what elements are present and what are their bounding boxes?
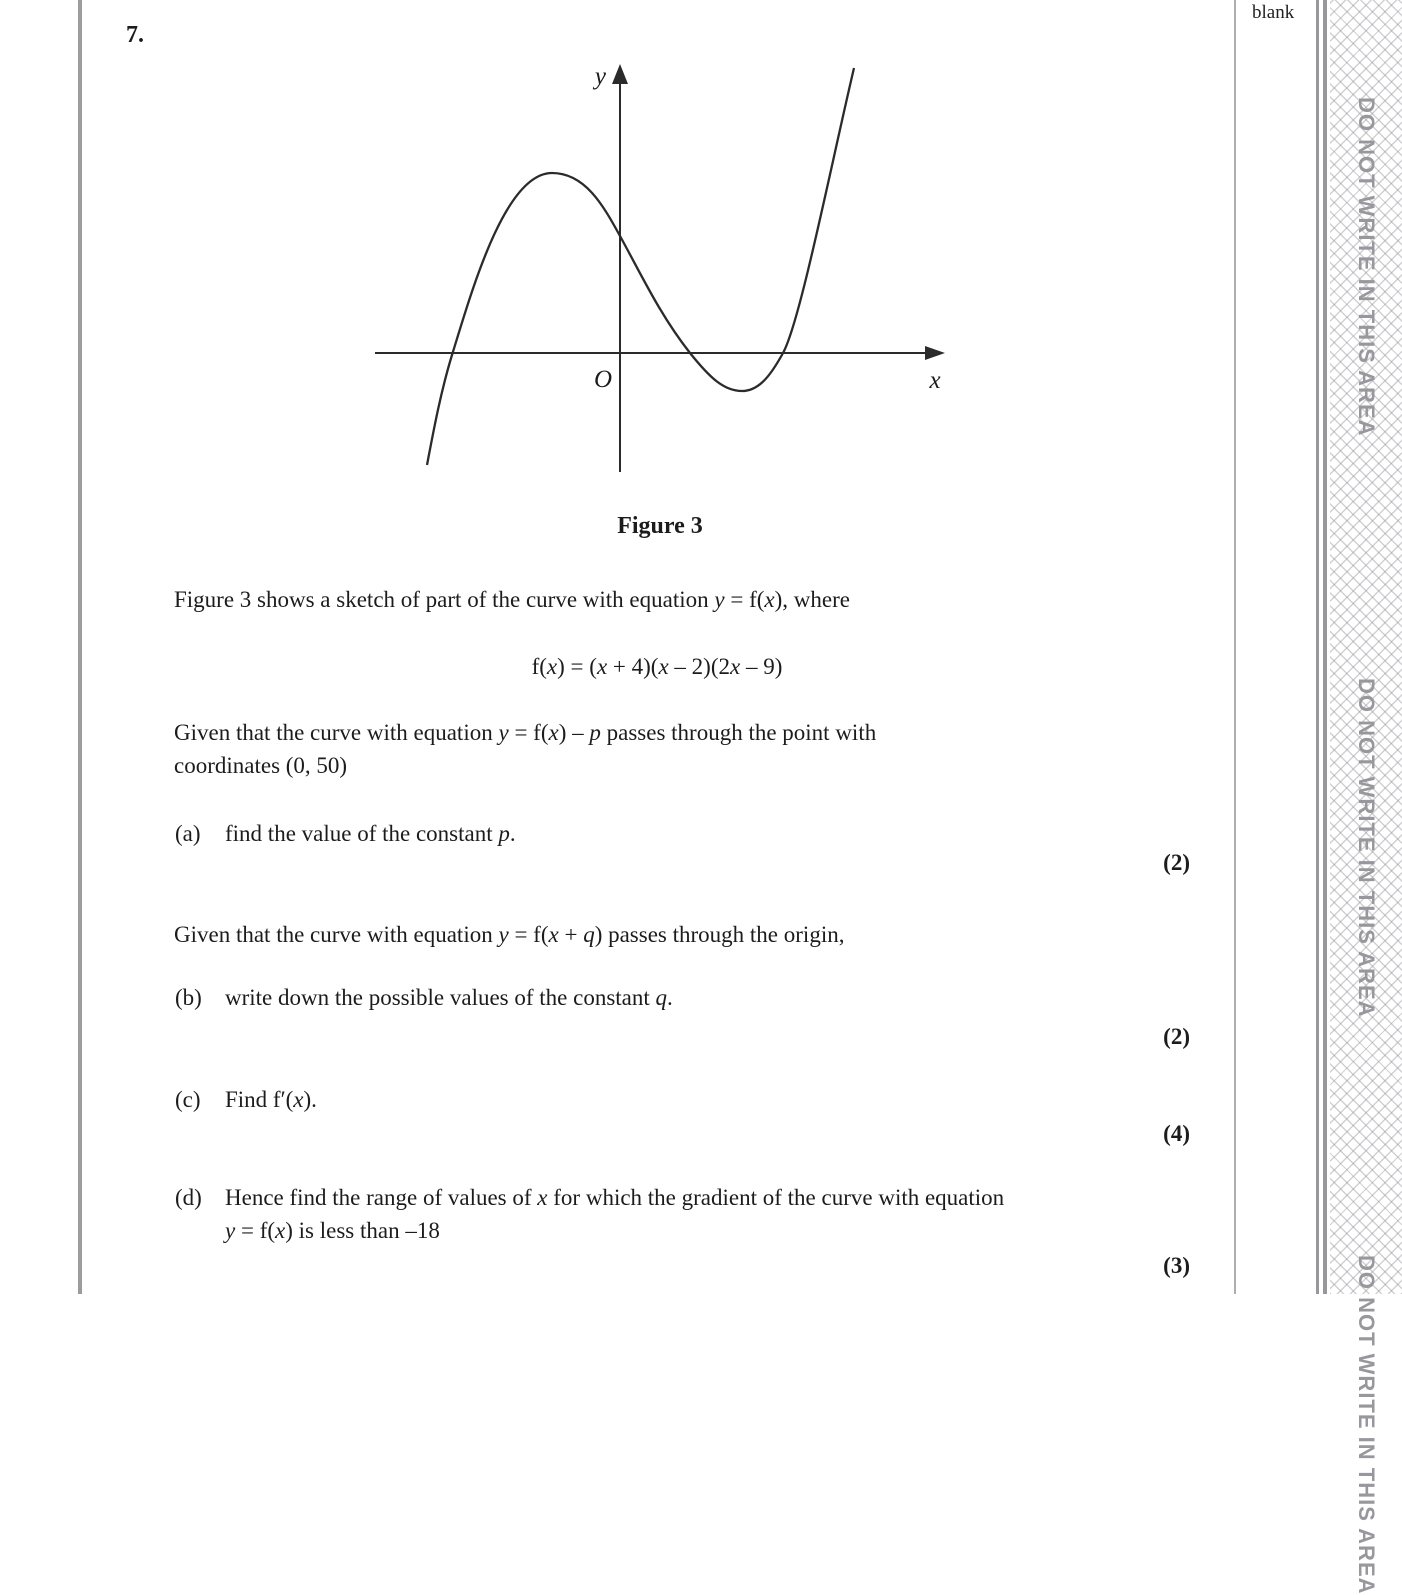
x-axis-label: x <box>929 367 941 394</box>
part-d-line1: Hence find the range of values of x for which the gradient of the curve with equation <box>225 1185 1005 1210</box>
given-p-line2: coordinates (0, 50) <box>174 753 348 778</box>
do-not-write-watermark: DO NOT WRITE IN THIS AREA <box>1354 678 1379 1018</box>
y-axis-label: y <box>594 63 606 90</box>
question-number: 7. <box>126 22 144 48</box>
part-c-row <box>175 1083 1225 1116</box>
part-c-label: (c) <box>175 1087 201 1112</box>
part-b-marks: (2) <box>1163 1024 1190 1049</box>
given-p-line1: Given that the curve with equation y = f(x) – p passes through the point with <box>174 720 877 745</box>
function-equation: f(x) = (x + 4)(x – 2)(2x – 9) <box>531 654 783 679</box>
part-b-row <box>175 981 1225 1014</box>
blank-label: blank <box>1252 2 1295 23</box>
do-not-write-watermark: DO NOT WRITE IN THIS AREA <box>1354 1255 1379 1595</box>
part-a-text: find the value of the constant p. <box>225 821 516 846</box>
part-c-marks: (4) <box>1163 1121 1190 1146</box>
part-a-label: (a) <box>175 821 201 846</box>
figure-caption: Figure 3 <box>617 513 703 539</box>
left-margin-rule <box>78 0 82 1294</box>
right-double-rule <box>1316 0 1327 1294</box>
part-b-label: (b) <box>175 985 202 1010</box>
part-d-line2: y = f(x) is less than –18 <box>225 1218 440 1243</box>
figure-3-graph <box>370 55 950 480</box>
given-p-paragraph <box>174 716 1214 782</box>
part-d-label: (d) <box>175 1185 202 1210</box>
part-d-marks: (3) <box>1163 1253 1190 1278</box>
part-c-text: Find f′(x). <box>225 1087 317 1112</box>
part-a-marks: (2) <box>1163 850 1190 875</box>
do-not-write-watermark: DO NOT WRITE IN THIS AREA <box>1354 97 1379 437</box>
intro-paragraph: Figure 3 shows a sketch of part of the curve with equation y = f(x), where <box>174 587 850 612</box>
origin-label: O <box>593 366 612 393</box>
right-margin-rule <box>1234 0 1236 1294</box>
x-axis-arrow <box>925 346 945 360</box>
given-q-paragraph: Given that the curve with equation y = f(x + q) passes through the origin, <box>174 922 845 947</box>
part-d-row <box>175 1181 1225 1247</box>
cubic-curve <box>427 68 854 465</box>
y-axis-arrow <box>612 64 628 84</box>
do-not-write-strip <box>1330 0 1402 1595</box>
part-b-text: write down the possible values of the constant q. <box>225 985 673 1010</box>
